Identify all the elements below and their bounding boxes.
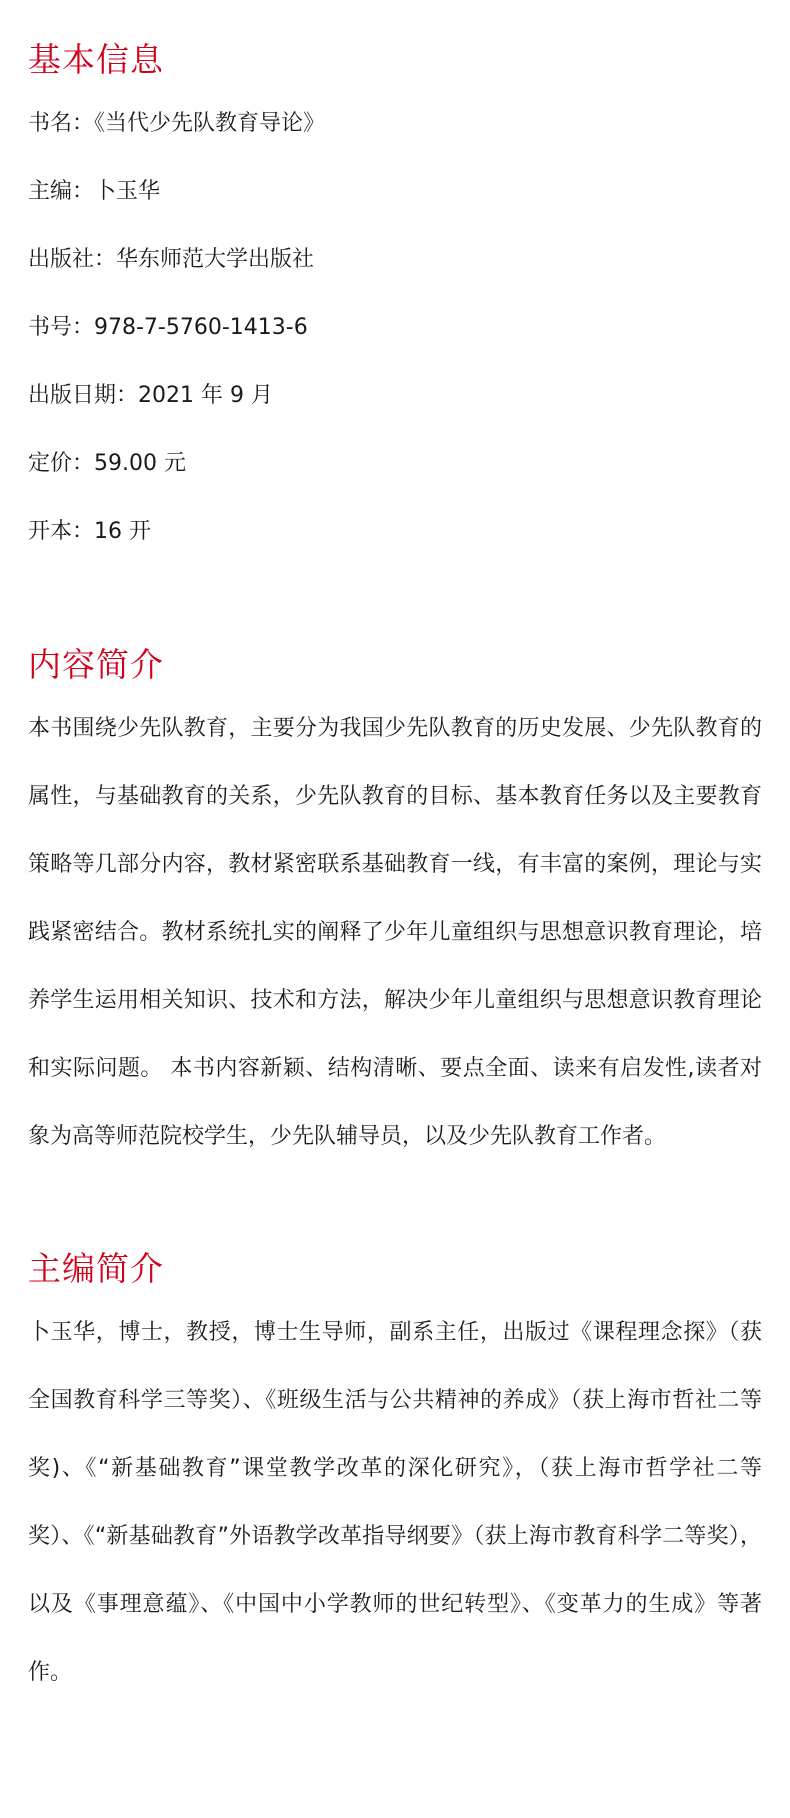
info-book-title: 书名：《当代少先队教育导论》	[28, 111, 326, 136]
basic-info-heading: 基本信息	[28, 40, 164, 79]
info-editor: 主编：卜玉华	[28, 179, 161, 204]
content-intro-section	[28, 635, 762, 1171]
content-intro-text: 本书围绕少先队教育，主要分为我国少先队教育的历史发展、少先队教育的属性，与基础教育的关系，少先队教育的目标、基本教育任务以及主要教育策略等几部分内容，教材紧密联系基础教育一线，有丰富的案例，理论与实践紧密结合。教材系统扎实的阐释了少年儿童组织与思想意识教育理论，培养学生运用相关知识、技术和方法，解决少年儿童组织与思想意识教育理论和实际问题。 本书内容新颖、结构清晰、要点全面、读来有启发性,读者对象为高等师范院校学生，少先队辅导员，以及少先队教育工作者。	[28, 716, 762, 1149]
info-price: 定价：59.00 元	[28, 451, 186, 476]
editor-intro-text: 卜玉华，博士，教授，博士生导师，副系主任，出版过《课程理念探》（获全国教育科学三等奖）、《班级生活与公共精神的养成》（获上海市哲社二等奖)、《“新基础教育”课堂教学改革的深化研究》，（获上海市哲学社二等奖）、《“新基础教育”外语教学改革指导纲要》（获上海市教育科学二等奖），以及《事理意蕴》、《中国中小学教师的世纪转型》、《变革力的生成》等著作。	[28, 1320, 762, 1685]
info-format: 开本：16 开	[28, 519, 151, 544]
basic-info-list	[28, 90, 762, 566]
editor-intro-section	[28, 1239, 762, 1707]
editor-intro-heading: 主编简介	[28, 1249, 164, 1288]
basic-info-section	[28, 30, 762, 566]
info-isbn: 书号：978-7-5760-1413-6	[28, 315, 308, 340]
info-publish-date: 出版日期：2021 年 9 月	[28, 383, 273, 408]
info-publisher: 出版社：华东师范大学出版社	[28, 247, 315, 272]
content-intro-heading: 内容简介	[28, 645, 164, 684]
